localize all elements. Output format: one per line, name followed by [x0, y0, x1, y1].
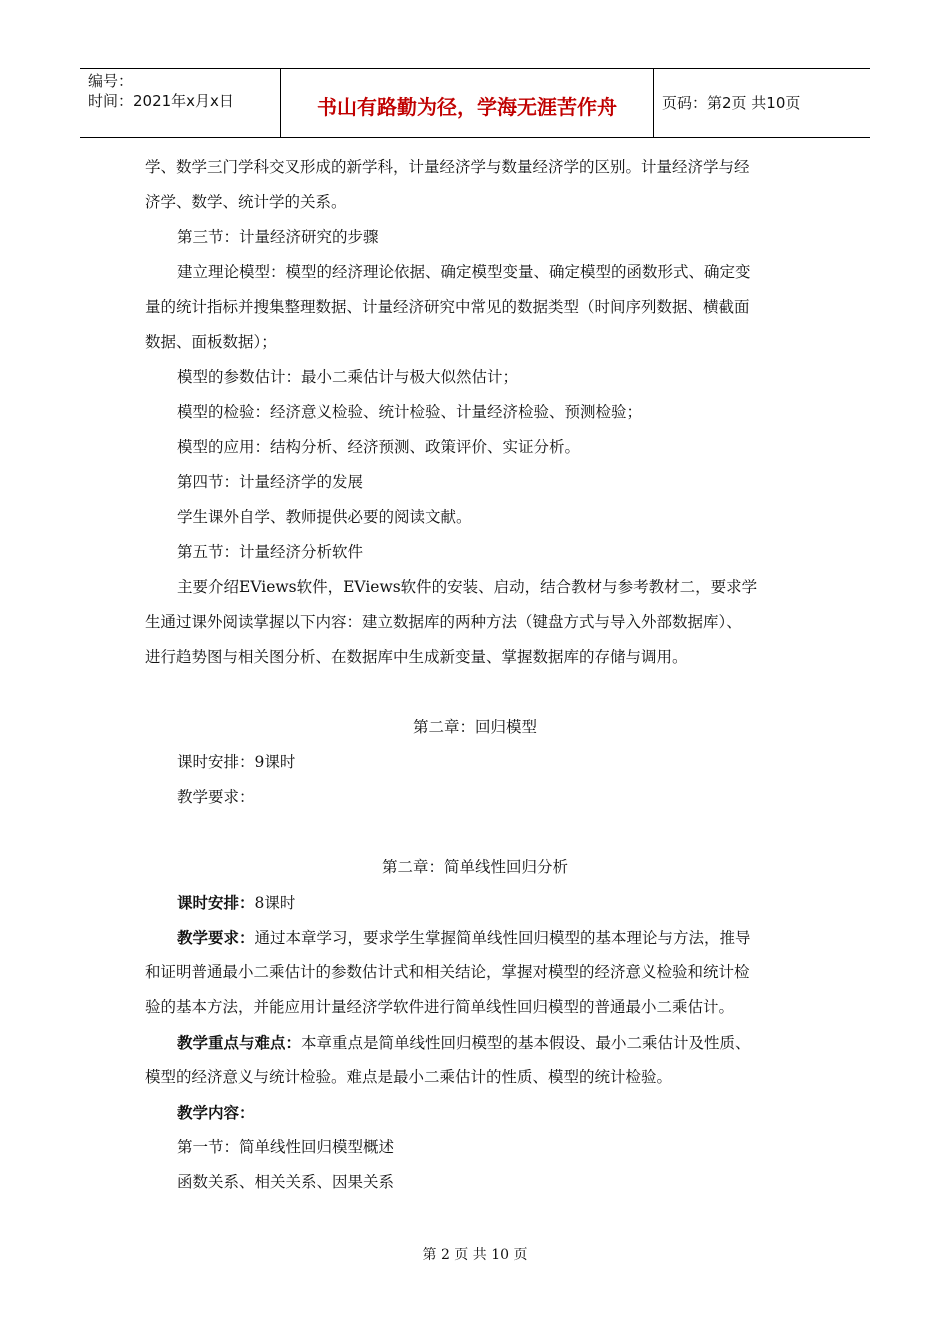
- section-heading: 第三节：计量经济研究的步骤: [177, 228, 379, 246]
- paragraph-line: 课时安排：8课时: [177, 893, 296, 912]
- paragraph-line: 学、数学三门学科交叉形成的新学科，计量经济学与数量经济学的区别。计量经济学与经: [145, 158, 750, 176]
- bold-label: 教学要求：: [177, 928, 255, 947]
- bold-label: 课时安排：: [177, 893, 255, 912]
- paragraph-line: 数据、面板数据）；: [145, 333, 277, 351]
- section-heading: 第五节：计量经济分析软件: [177, 543, 364, 561]
- header-motto: 书山有路勤为径，学海无涯苦作舟: [317, 95, 617, 119]
- document-time-label: 时间：2021年x月x日: [88, 92, 234, 110]
- document-number-label: 编号：: [88, 72, 134, 90]
- paragraph-line: 和证明普通最小二乘估计的参数估计式和相关结论，掌握对模型的经济意义检验和统计检: [145, 963, 750, 981]
- paragraph-line: 模型的参数估计：最小二乘估计与极大似然估计；: [177, 368, 519, 386]
- chapter-heading: 第二章：简单线性回归分析: [381, 858, 568, 876]
- paragraph-line: 建立理论模型：模型的经济理论依据、确定模型变量、确定模型的函数形式、确定变: [177, 263, 751, 281]
- paragraph-line: 教学重点与难点：本章重点是简单线性回归模型的基本假设、最小二乘估计及性质、: [177, 1033, 751, 1052]
- paragraph-line: 模型的应用：结构分析、经济预测、政策评价、实证分析。: [177, 438, 581, 456]
- header-page-info: 页码：第2页 共10页: [662, 94, 801, 112]
- header-meta-cell: [80, 69, 281, 137]
- bold-label: 教学内容：: [177, 1103, 255, 1122]
- paragraph-line: 模型的经济意义与统计检验。难点是最小二乘估计的性质、模型的统计检验。: [145, 1068, 673, 1086]
- paragraph-line: 课时安排：9课时: [177, 753, 296, 771]
- page-footer: 第 2 页 共 10 页: [422, 1247, 528, 1263]
- paragraph-line: 学生课外自学、教师提供必要的阅读文献。: [177, 508, 472, 526]
- bold-label: 教学重点与难点：: [177, 1033, 302, 1052]
- paragraph-line: 验的基本方法，并能应用计量经济学软件进行简单线性回归模型的普通最小二乘估计。: [145, 998, 735, 1016]
- header-page-cell: [654, 69, 870, 137]
- section-heading: 第一节：简单线性回归模型概述: [177, 1138, 395, 1156]
- paragraph-line: 函数关系、相关关系、因果关系: [177, 1173, 395, 1191]
- section-heading: 第四节：计量经济学的发展: [177, 473, 364, 491]
- paragraph-line: 济学、数学、统计学的关系。: [145, 193, 347, 211]
- paragraph-line: 模型的检验：经济意义检验、统计检验、计量经济检验、预测检验；: [177, 403, 643, 421]
- paragraph-line: 进行趋势图与相关图分析、在数据库中生成新变量、掌握数据库的存储与调用。: [145, 648, 688, 666]
- page-header: [80, 68, 870, 138]
- paragraph-line: 教学要求：: [177, 788, 255, 806]
- document-body: [145, 150, 805, 1200]
- paragraph-line: 主要介绍EViews软件，EViews软件的安装、启动，结合教材与参考教材二，要求学: [177, 578, 758, 596]
- header-motto-cell: [281, 69, 654, 137]
- paragraph-line: 生通过课外阅读掌握以下内容：建立数据库的两种方法（键盘方式与导入外部数据库）、: [145, 613, 742, 631]
- paragraph-line: 教学要求：通过本章学习，要求学生掌握简单线性回归模型的基本理论与方法，推导: [177, 928, 751, 947]
- paragraph-line: 量的统计指标并搜集整理数据、计量经济研究中常见的数据类型（时间序列数据、横截面: [145, 298, 750, 316]
- chapter-heading: 第二章：回归模型: [412, 718, 537, 736]
